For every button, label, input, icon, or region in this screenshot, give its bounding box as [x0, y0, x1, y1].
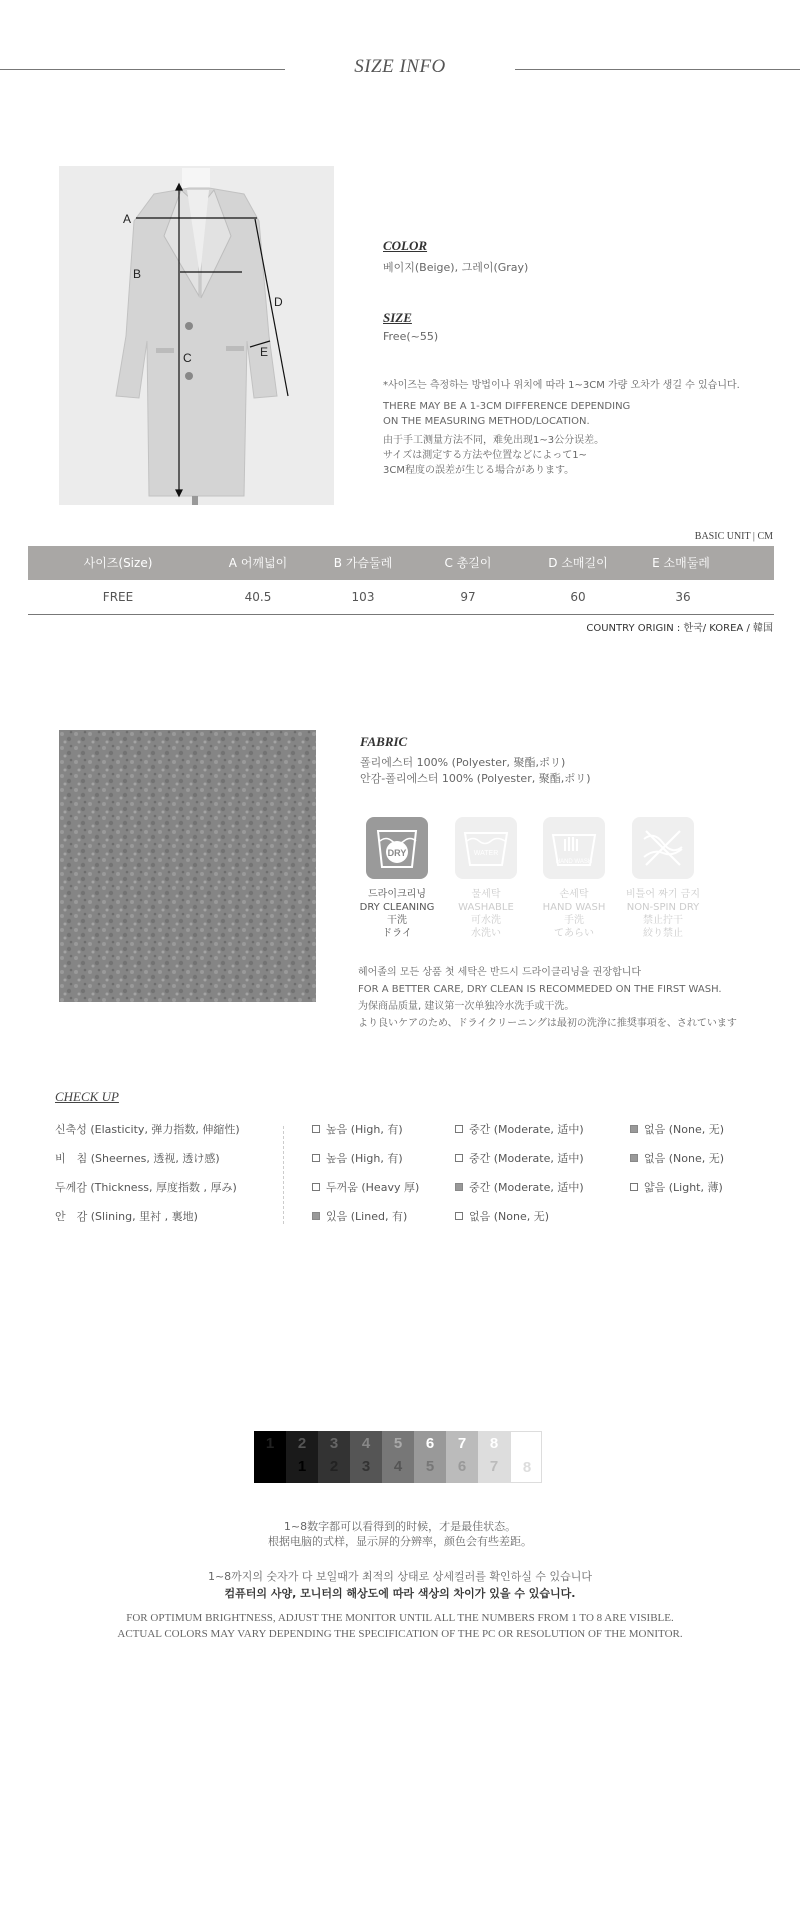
th-sleeve-width: E 소매둘레 [652, 556, 710, 570]
diagram-label-a: A [123, 212, 132, 226]
scale-cell [286, 1431, 318, 1483]
unchecked-box-icon [455, 1154, 463, 1162]
checkup-option-label: 있음 (Lined, 有) [326, 1210, 408, 1223]
scale-digit-bottom: 2 [329, 1458, 339, 1475]
checkup-row-label: 두께감 (Thickness, 厚度指数 , 厚み) [55, 1181, 237, 1194]
td-length: 97 [460, 590, 476, 604]
checkup-title: CHECK UP [55, 1089, 119, 1104]
scale-digit-top: 1 [265, 1435, 275, 1452]
care-hand-zh: 手洗 [564, 915, 584, 926]
size-value: Free(~55) [383, 330, 439, 343]
care-dry-ja: ドライ [382, 928, 412, 939]
care-dry-zh: 干洗 [387, 915, 407, 926]
unchecked-box-icon [455, 1212, 463, 1220]
fabric-texture [59, 730, 316, 1002]
diagram-label-e: E [260, 345, 269, 359]
unchecked-box-icon [312, 1125, 320, 1133]
checkup-option-label: 없음 (None, 无) [644, 1152, 725, 1165]
scale-cell [446, 1431, 478, 1483]
checkup-option [312, 1121, 403, 1137]
note-ja-2: 3CM程度の誤差が生じる場合があります。 [383, 465, 575, 476]
td-sleeve-width: 36 [675, 590, 691, 604]
scale-digit-bottom: 6 [457, 1458, 467, 1475]
size-table-header [28, 546, 774, 580]
care-text-water [436, 888, 536, 940]
care-water-zh: 可水洗 [471, 915, 501, 926]
care-water-ja: 水洗い [471, 928, 501, 939]
td-shoulder: 40.5 [244, 590, 272, 604]
scale-digit-top: 7 [457, 1435, 467, 1452]
checkup-option-label: 없음 (None, 无) [469, 1210, 550, 1223]
monitor-ko-1: 1~8까지의 숫자가 다 보일때가 최적의 상태로 상세컬러를 확인하실 수 있습니다 [207, 1570, 593, 1583]
care-nospin-zh: 禁止拧干 [643, 915, 683, 926]
fabric-line-1: 폴리에스터 100% (Polyester, 聚酯,ポリ) [360, 756, 566, 769]
scale-digit-top: 4 [361, 1435, 371, 1452]
checkup-option [312, 1150, 403, 1166]
note-ko: *사이즈는 측정하는 방법이나 위치에 따라 1~3CM 가량 오차가 생길 수 있습니다. [383, 380, 740, 391]
advice-ja: より良いケアのため、ドライクリーニングは最初の洗浄に推奨事項を、されています [358, 1018, 737, 1029]
checkup-option-label: 없음 (None, 无) [644, 1123, 725, 1136]
care-hand-ko: 손세탁 [559, 889, 589, 900]
care-nospin-ja: 絞り禁止 [643, 928, 683, 939]
care-text-nospin [613, 888, 713, 940]
checked-box-icon [312, 1212, 320, 1220]
advice-ko: 헤어졸의 모든 상품 첫 세탁은 반드시 드라이클리닝을 권장합니다 [358, 967, 642, 978]
scale-digit-bottom: 5 [425, 1458, 435, 1475]
checkup-option [312, 1208, 407, 1224]
scale-cell [350, 1431, 382, 1483]
checkup-option-label: 얇음 (Light, 薄) [644, 1181, 723, 1194]
th-chest: B 가슴둘레 [333, 556, 393, 570]
section-title: SIZE INFO [354, 56, 446, 77]
care-dry-en: DRY CLEANING [359, 902, 435, 913]
care-text-dry [347, 888, 447, 940]
scale-digit-bottom: 1 [297, 1458, 307, 1475]
care-text-hand [524, 888, 624, 940]
scale-cell [510, 1431, 542, 1483]
checkup-option [455, 1208, 549, 1224]
care-dry-ko: 드라이크리닝 [368, 889, 426, 900]
checkup-divider [283, 1126, 284, 1224]
diagram-label-d: D [274, 295, 283, 309]
checked-box-icon [455, 1183, 463, 1191]
note-ja-1: サイズは測定する方法や位置などによって1~ [383, 450, 587, 461]
care-advice [358, 964, 737, 1032]
note-en-2: ON THE MEASURING METHOD/LOCATION. [383, 416, 590, 427]
monitor-en-2: ACTUAL COLORS MAY VARY DEPENDING THE SPECIFICATION OF THE PC OR RESOLUTION OF THE MONITOR. [117, 1628, 683, 1640]
checkup-option-label: 높음 (High, 有) [326, 1152, 403, 1165]
fabric-label: FABRIC [360, 734, 408, 749]
scale-digit-top: 6 [425, 1435, 435, 1452]
advice-en: FOR A BETTER CARE, DRY CLEAN IS RECOMMEDED ON THE FIRST WASH. [358, 984, 722, 995]
color-label: COLOR [383, 238, 428, 253]
scale-cell [254, 1431, 286, 1483]
size-note [383, 378, 740, 478]
care-hand-ja: てあらい [554, 928, 594, 939]
scale-digit-top: 3 [329, 1435, 339, 1452]
hand-wash-icon-text: HAND WASH [555, 859, 593, 865]
care-nospin-en: NON-SPIN DRY [626, 902, 700, 913]
th-sleeve-length: D 소매길이 [548, 556, 608, 570]
scale-digit-top: 8 [489, 1435, 499, 1452]
water-wash-icon [455, 817, 517, 879]
checkup-option-label: 중간 (Moderate, 适中) [469, 1152, 584, 1165]
unchecked-box-icon [630, 1183, 638, 1191]
care-nospin-ko: 비틀어 짜기 금지 [626, 889, 700, 900]
checked-box-icon [630, 1125, 638, 1133]
note-zh: 由于手工测量方法不同，难免出现1~3公分误差。 [383, 435, 605, 446]
advice-zh: 为保商品质量, 建议第一次单独冷水洗手或干洗。 [358, 1001, 575, 1012]
water-wash-icon-text: WATER [473, 850, 499, 857]
hand-wash-icon [543, 817, 605, 879]
scale-digit-bottom: 4 [393, 1458, 403, 1475]
checkup-option [455, 1121, 584, 1137]
unchecked-box-icon [455, 1125, 463, 1133]
monitor-zh-1: 1~8数字都可以看得到的时候，才是最佳状态。 [283, 1520, 517, 1533]
no-wring-icon [632, 817, 694, 879]
scale-cell [382, 1431, 414, 1483]
size-label: SIZE [383, 310, 412, 325]
dry-clean-icon-text: DRY [387, 848, 407, 858]
brightness-scale [254, 1431, 541, 1483]
checkup-row-label: 신축성 (Elasticity, 弹力指数, 伸縮性) [55, 1123, 240, 1136]
checkup-option-label: 중간 (Moderate, 适中) [469, 1181, 584, 1194]
monitor-en-1: FOR OPTIMUM BRIGHTNESS, ADJUST THE MONITOR UNTIL ALL THE NUMBERS FROM 1 TO 8 ARE VISIBLE. [126, 1612, 674, 1624]
scale-cell [478, 1431, 510, 1483]
td-size: FREE [102, 590, 134, 604]
care-hand-en: HAND WASH [542, 902, 606, 913]
scale-cell [414, 1431, 446, 1483]
dry-clean-icon [366, 817, 428, 879]
checkup-row-label: 비 침 (Sheernes, 透视, 透け感) [55, 1152, 220, 1165]
checkup-option [630, 1179, 723, 1195]
diagram-label-b: B [133, 267, 142, 281]
checkup-option-label: 중간 (Moderate, 适中) [469, 1123, 584, 1136]
scale-digit-bottom: 7 [489, 1458, 499, 1475]
scale-cell [318, 1431, 350, 1483]
th-size: 사이즈(Size) [83, 556, 153, 570]
scale-digit-bottom: 8 [522, 1459, 532, 1476]
care-water-ko: 물세탁 [471, 889, 501, 900]
checkup-option [630, 1150, 724, 1166]
scale-digit-bottom: 3 [361, 1458, 371, 1475]
fabric-swatch [59, 730, 316, 1002]
scale-digit-top: 2 [297, 1435, 307, 1452]
checkup-option [312, 1179, 419, 1195]
scale-digit-top: 5 [393, 1435, 403, 1452]
unchecked-box-icon [312, 1154, 320, 1162]
checked-box-icon [630, 1154, 638, 1162]
table-bottom-rule [28, 614, 774, 615]
coat-measurement-diagram [59, 166, 334, 505]
checkup-option [455, 1179, 584, 1195]
checkup-option [455, 1150, 584, 1166]
country-origin: COUNTRY ORIGIN : 한국/ KOREA / 韓国 [586, 623, 773, 634]
td-chest: 103 [351, 590, 375, 604]
unchecked-box-icon [312, 1183, 320, 1191]
note-en-1: THERE MAY BE A 1-3CM DIFFERENCE DEPENDING [383, 401, 631, 412]
care-water-en: WASHABLE [458, 902, 514, 913]
color-value: 베이지(Beige), 그레이(Gray) [383, 261, 529, 274]
monitor-zh-2: 根据电脑的式样，显示屏的分辨率，颜色会有些差距。 [268, 1535, 532, 1548]
th-length: C 총길이 [444, 556, 492, 570]
fabric-line-2: 안감-폴리에스터 100% (Polyester, 聚酯,ポリ) [360, 772, 591, 785]
th-shoulder: A 어깨넓이 [228, 556, 288, 570]
checkup-option-label: 높음 (High, 有) [326, 1123, 403, 1136]
checkup-row-label: 안 감 (Slining, 里衬 , 裏地) [55, 1210, 198, 1223]
checkup-option-label: 두꺼움 (Heavy 厚) [326, 1181, 420, 1194]
diagram-label-c: C [183, 351, 192, 365]
td-sleeve-length: 60 [570, 590, 586, 604]
basic-unit: BASIC UNIT | CM [694, 531, 773, 542]
monitor-ko-2: 컴퓨터의 사양, 모니터의 해상도에 따라 색상의 차이가 있을 수 있습니다. [224, 1587, 576, 1600]
checkup-option [630, 1121, 724, 1137]
coat-illustration [59, 166, 334, 505]
